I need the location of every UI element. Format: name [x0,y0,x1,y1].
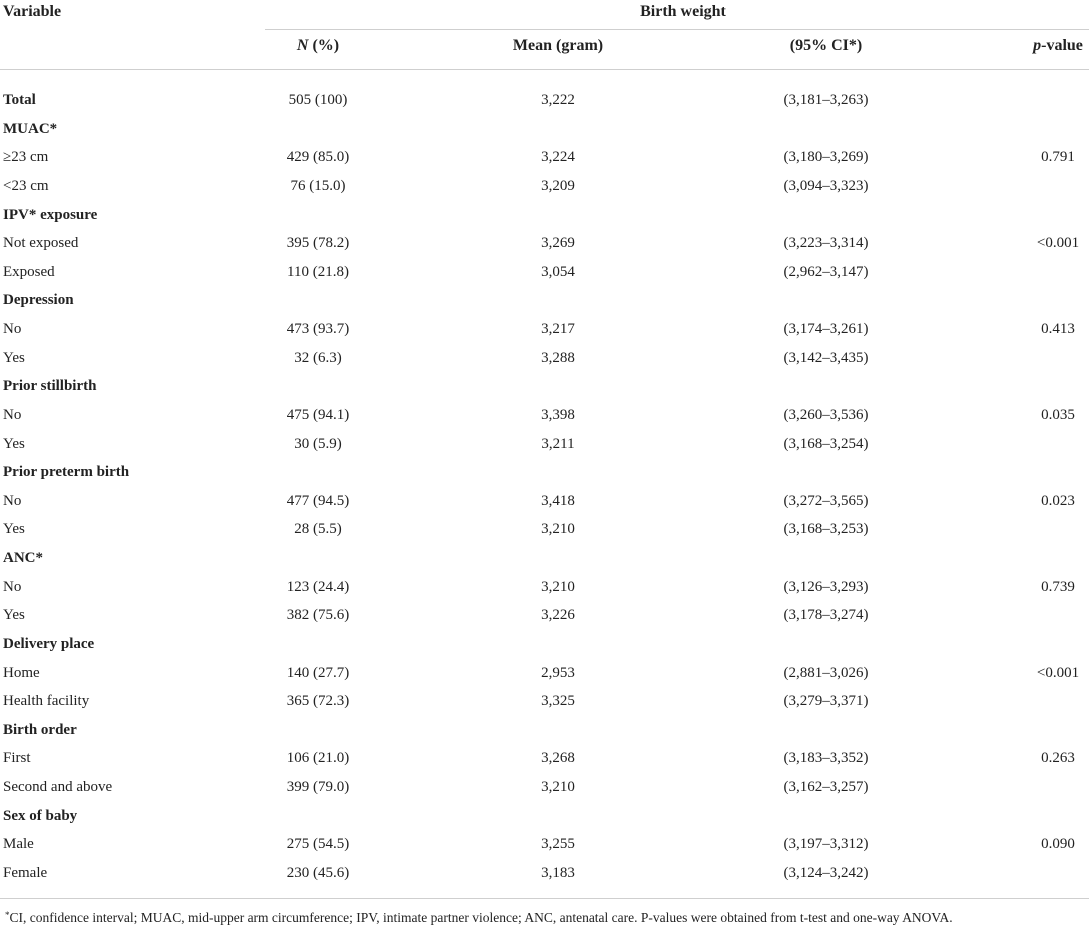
mean-cell: 3,325 [541,693,575,710]
n-percent-cell: 140 (27.7) [286,664,350,681]
ci-cell: (3,197–3,312) [783,836,869,853]
n-percent-cell: 505 (100) [288,92,348,108]
mean-cell: 3,268 [541,750,575,767]
row-label: <23 cm [3,177,49,194]
table-row [0,859,1089,888]
n-percent-cell: 123 (24.4) [286,578,350,595]
p-value-cell: 0.263 [1041,750,1075,767]
row-label: Home [3,664,40,681]
header-ci: (95% CI*) [789,37,863,54]
table-row [0,143,1089,172]
table-row [0,430,1089,459]
n-percent-cell: 395 (78.2) [286,235,350,252]
header-rule [0,69,1089,70]
ci-cell: (3,180–3,269) [783,149,869,166]
row-label: Female [3,864,48,881]
table-row [0,401,1089,430]
mean-cell: 3,183 [541,864,575,881]
mean-cell: 3,054 [541,263,575,280]
header-p-italic: p [1033,37,1042,54]
ci-cell: (3,178–3,274) [783,607,869,624]
n-percent-cell: 473 (93.7) [286,321,350,337]
n-percent-cell: 365 (72.3) [286,693,350,710]
row-label: Total [3,92,36,108]
n-percent-cell: 475 (94.1) [286,406,350,423]
p-value-cell: 0.023 [1041,492,1075,509]
table-row [0,229,1089,258]
n-percent-cell: 477 (94.5) [286,492,350,509]
n-percent-cell: 382 (75.6) [286,607,350,624]
table-row [0,687,1089,716]
mean-cell: 3,222 [541,92,575,108]
table-row [0,659,1089,688]
row-label: First [3,750,31,767]
mean-cell: 3,398 [541,406,575,423]
mean-cell: 3,210 [541,578,575,595]
group-underline [265,29,1089,30]
p-value-cell: <0.001 [1036,664,1080,681]
header-variable: Variable [3,3,62,20]
ci-cell: (3,272–3,565) [783,492,869,509]
table-row [0,830,1089,859]
n-percent-cell: 429 (85.0) [286,149,350,166]
category-row [0,544,1089,573]
row-label: Male [3,836,34,853]
row-label: No [3,492,22,509]
ci-cell: (3,162–3,257) [783,779,869,795]
n-percent-cell: 32 (6.3) [294,349,342,366]
table-row [0,315,1089,344]
n-percent-cell: 106 (21.0) [286,750,350,767]
row-label: Yes [3,349,25,366]
ci-cell: (3,124–3,242) [783,864,869,881]
row-label: IPV* exposure [3,206,98,223]
row-label: Delivery place [3,635,95,652]
mean-cell: 3,210 [541,521,575,538]
n-percent-cell: 76 (15.0) [290,177,346,194]
category-row [0,630,1089,659]
n-percent-cell: 110 (21.8) [287,263,349,280]
table-row [0,773,1089,802]
ci-cell: (3,279–3,371) [783,693,869,710]
table-row [0,601,1089,630]
p-value-cell: 0.035 [1041,406,1075,423]
mean-cell: 2,953 [541,664,575,681]
category-row [0,372,1089,401]
ci-cell: (2,962–3,147) [783,263,869,280]
table-row [0,744,1089,773]
mean-cell: 3,226 [541,607,575,624]
ci-cell: (2,881–3,026) [783,664,869,681]
footnote-text: CI, confidence interval; MUAC, mid-upper arm circumference; IPV, intimate partner violence; ANC, antenatal care. P-values were obtained from t-test and one-way ANOVA. [9,910,953,925]
mean-cell: 3,224 [541,149,575,166]
category-row [0,716,1089,745]
footnote-mark: * [5,910,10,920]
row-label: Prior stillbirth [3,378,97,395]
header-birth-weight: Birth weight [640,3,726,20]
row-label: MUAC* [3,120,58,137]
row-label: ≥23 cm [3,149,49,166]
p-value-cell: 0.791 [1041,149,1075,166]
bottom-rule [0,898,1089,899]
category-row [0,201,1089,230]
p-value-cell: 0.739 [1041,578,1075,595]
table-row [0,487,1089,516]
n-percent-cell: 275 (54.5) [286,836,350,853]
mean-cell: 3,418 [541,492,575,509]
row-label: Yes [3,435,25,452]
ci-cell: (3,168–3,253) [783,521,869,538]
row-label: Sex of baby [3,807,78,824]
ci-cell: (3,183–3,352) [783,750,869,767]
header-n-rest: (%) [308,37,340,54]
mean-cell: 3,211 [541,435,575,452]
ci-cell: (3,168–3,254) [783,435,869,452]
row-label: Not exposed [3,235,79,252]
table-row [0,515,1089,544]
row-label: Yes [3,521,25,538]
header-p-value [1033,34,1083,58]
p-value-cell: 0.090 [1041,836,1075,853]
row-label: Exposed [3,263,55,280]
ci-cell: (3,174–3,261) [783,321,869,337]
p-value-cell: <0.001 [1036,235,1080,252]
header-mean: Mean (gram) [512,37,604,54]
mean-cell: 3,209 [541,177,575,194]
row-label: No [3,406,22,423]
ci-cell: (3,094–3,323) [783,177,869,194]
category-row [0,115,1089,144]
mean-cell: 3,255 [541,836,575,853]
n-percent-cell: 399 (79.0) [286,779,350,795]
table-body [0,86,1089,888]
table-row [0,344,1089,373]
row-label: Health facility [3,693,90,710]
category-row [0,286,1089,315]
row-label: Yes [3,607,25,624]
row-label: Birth order [3,721,77,738]
table-row [0,258,1089,287]
ci-cell: (3,126–3,293) [783,578,869,595]
row-label: No [3,321,22,337]
total-row [0,86,1089,115]
category-row [0,458,1089,487]
n-percent-cell: 30 (5.9) [294,435,342,452]
ci-cell: (3,260–3,536) [783,406,869,423]
ci-cell: (3,142–3,435) [783,349,869,366]
row-label: Depression [3,292,74,309]
ci-cell: (3,181–3,263) [783,92,869,108]
row-label: ANC* [3,550,43,566]
mean-cell: 3,288 [541,349,575,366]
header-p-rest: -value [1041,37,1083,54]
mean-cell: 3,217 [541,321,575,337]
row-label: Prior preterm birth [3,464,130,481]
n-percent-cell: 28 (5.5) [294,521,342,538]
header-n-percent [297,34,339,58]
table-row [0,172,1089,201]
n-percent-cell: 230 (45.6) [286,864,350,881]
table-footnote [5,906,953,927]
mean-cell: 3,210 [541,779,575,795]
row-label: Second and above [3,779,113,795]
row-label: No [3,578,22,595]
ci-cell: (3,223–3,314) [783,235,869,252]
table-row [0,573,1089,602]
p-value-cell: 0.413 [1041,321,1075,337]
mean-cell: 3,269 [541,235,575,252]
header-n-italic: N [296,37,309,54]
category-row [0,802,1089,831]
